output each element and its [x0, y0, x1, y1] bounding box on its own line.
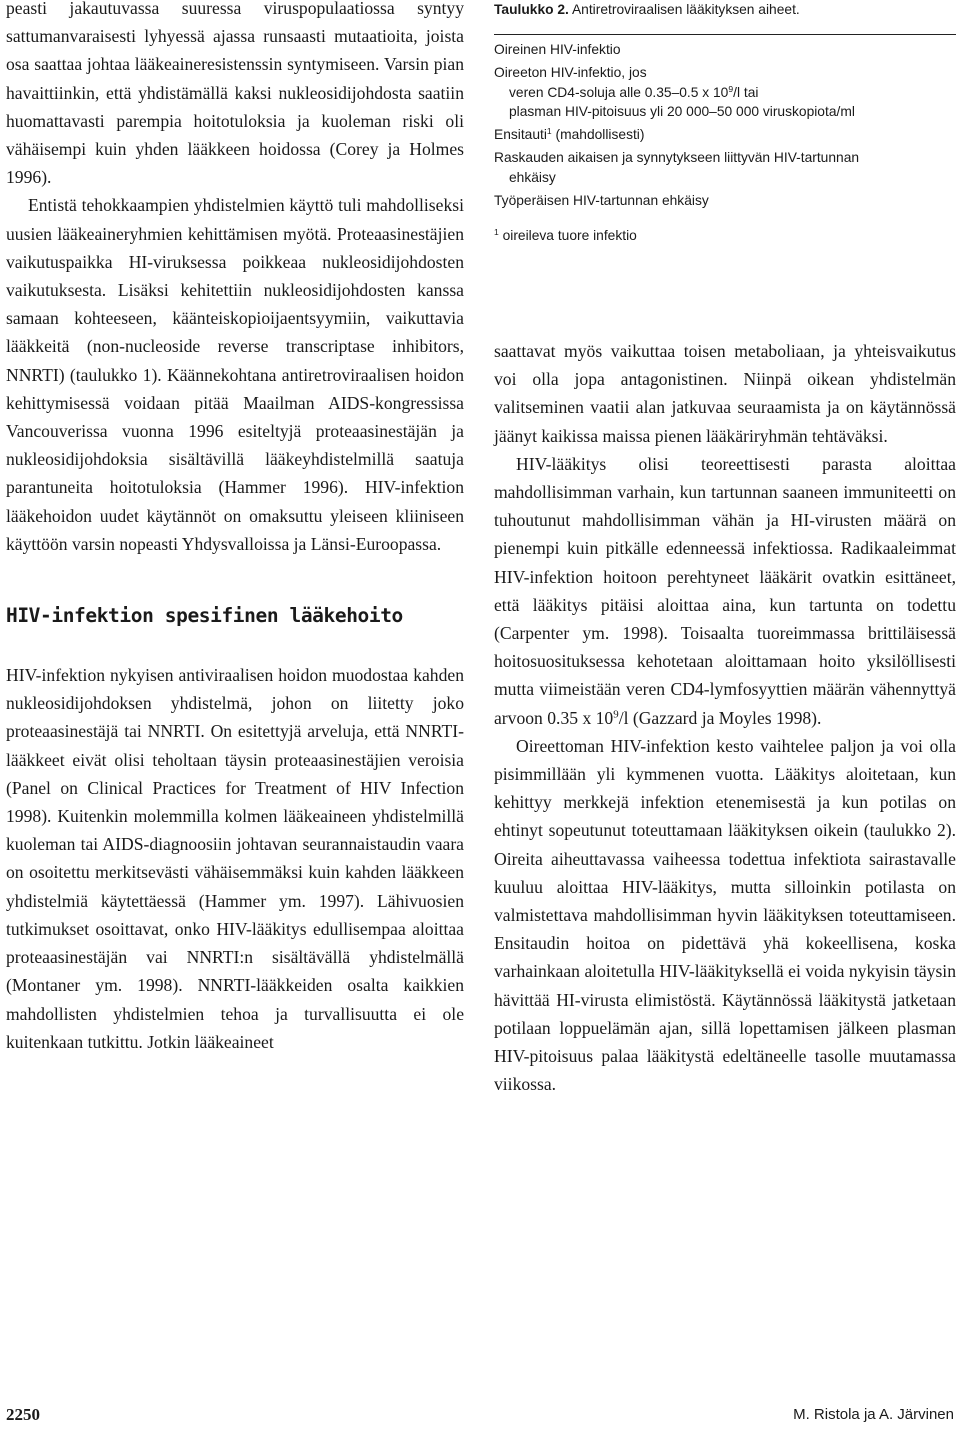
table-body	[494, 40, 956, 210]
right-column	[494, 337, 956, 1098]
table-cell: ehkäisy	[509, 169, 556, 185]
table-title: Antiretroviraalisen lääkityksen aiheet.	[571, 2, 800, 17]
table-row	[494, 102, 956, 122]
table-cell: plasman HIV-pitoisuus yli 20 000–50 000 viruskopiota/ml	[509, 104, 855, 119]
table-cell: Raskauden aikaisen ja synnytykseen liittyvän HIV-tartunnan	[494, 150, 860, 165]
table-cell: Ensitauti	[494, 127, 547, 142]
paragraph-text: HIV-lääkitys olisi teoreettisesti parasta aloittaa mahdollisimman varhain, kun tartunnan saaneen immuniteetti on tuhoutunut mahdollisimman vähän ja HI-virusten määrä on pienempi kuin pitkälle edenneessä infektiossa. Radikaaleimmat HIV-infektion hoitoon perehtyneet lääkärit ovatkin esittäneet, että lääkitys pitäisi aloittaa aina, kun tartunta on todettu (Carpenter ym. 1998). Toisaalta tuoreimmassa brittiläisessä hoitosuosituksessa kehotetaan aloittamaan hoito yksilöllisesti mutta viimeistään veren CD4-lymfosyyttien määrän vähennyttyä arvoon 0.35 x 10	[494, 453, 956, 728]
footnote-mark: 1	[494, 226, 499, 237]
paragraph: saattavat myös vaikuttaa toisen metaboliaan, ja yhteisvaikutus voi olla jopa antagonistinen. Niinpä oikean yhdistelmän valitseminen vaatii alan jatkuvaa seuraamista ja on käytännössä jäänyt kaikissa maissa pienen lääkäriryhmän tehtäväksi.	[494, 341, 956, 446]
section-heading: HIV-infektion spesifinen lääkehoito	[6, 604, 403, 628]
table-2	[494, 0, 956, 246]
paragraph	[494, 450, 956, 732]
table-row	[494, 63, 956, 83]
paragraph: Oireettoman HIV-infektion kesto vaihtelee paljon ja voi olla pisimmillään yli kymmenen vuotta. Lääkitys aloitetaan, kun kehittyy merkkejä infektion etenemisestä ja kun potilas on ehtinyt sopeutunut toteuttamaan lääkityksen oikein (taulukko 2). Oireita aiheuttavassa vaiheessa todettua infektiota sairastavalle kuuluu aloittaa HIV-lääkitys, mutta silloinkin potilasta on valmistettava mahdollisimman hyvin lääkityksen toteuttamiseen. Ensitaudin hoitoa on pidettävä yhä kokeellisena, koska varhainkaan aloitetulla HIV-lääkityksellä ei voida nykyisin täysin hävittää HI-virusta elimistöstä. Käytännössä lääkitystä jatketaan potilaan loppuelämän ajan, sillä lopettamisen jälkeen plasman HIV-pitoisuus palaa lääkitystä edeltäneelle tasolle muutamassa viikossa.	[494, 735, 956, 1095]
superscript: 9	[613, 708, 619, 721]
table-cell: Oireeton HIV-infektio, jos	[494, 65, 647, 80]
table-top-rule	[494, 34, 956, 35]
table-row	[494, 148, 956, 187]
table-cell: veren CD4-soluja alle 0.35–0.5 x 10	[509, 84, 729, 100]
paragraph-text: /l (Gazzard ja Moyles 1998).	[618, 707, 822, 728]
left-column	[6, 0, 464, 1056]
paragraph: Entistä tehokkaampien yhdistelmien käyttö tuli mahdolliseksi uusien lääkeaineryhmien kehittämisen myötä. Proteaasinestäjien vaikutuspaikka HI-viruksessa poikkeaa nukleosidijohdosten vaikutuksesta. Lisäksi kehitettiin nukleosidijohdosten kanssa samaan kohteeseen, käänteiskopioijaentsyymiin, vaikuttavia lääkkeitä (non-nucleoside reverse transcriptase inhibitors, NNRTI) (taulukko 1). Käännekohtana antiretroviraalisen hoidon kehittymisessä voidaan pitää Maailman AIDS-kongressissa Vancouverissa vuonna 1996 esiteltyjä proteaasinestäjän ja nukleosidijohdoksia sisältävillä lääkeyhdistelmillä saatuja parantuneita hoitotuloksia (Hammer 1996). HIV-infektion lääkehoidon uudet käytännöt on omaksuttu yleiseen kliiniseen käyttöön varsin nopeasti Yhdysvalloissa ja Länsi-Euroopassa.	[6, 195, 464, 554]
table-label: Taulukko 2.	[494, 2, 569, 17]
running-footer-authors: M. Ristola ja A. Järvinen	[793, 1406, 954, 1423]
table-row	[494, 83, 956, 103]
table-cell: /l tai	[733, 84, 759, 100]
table-row	[494, 40, 956, 60]
table-cell: Oireinen HIV-infektio	[494, 42, 621, 57]
page-number: 2250	[6, 1405, 40, 1424]
superscript: 9	[728, 83, 734, 94]
table-cell: Työperäisen HIV-tartunnan ehkäisy	[494, 192, 709, 208]
footnote-text: oireileva tuore infektio	[498, 228, 637, 243]
table-cell: (mahdollisesti)	[551, 127, 645, 142]
table-caption	[494, 0, 956, 20]
superscript: 1	[546, 125, 552, 136]
table-row	[494, 125, 956, 145]
table-footnote	[494, 226, 956, 246]
paragraph: HIV-infektion nykyisen antiviraalisen hoidon muodostaa kahden nukleosidijohdoksen yhdistelmä, johon on liitetty joko proteaasinestäjä tai NNRTI. On esitettyjä arveluja, että NNRTI-lääkkeet eivät olisi teholtaan täysin proteaasinestäjien veroisia (Panel on Clinical Practices for Treatment of HIV Infection 1998). Kuitenkin molemmilla kolmen lääkeaineen yhdistelmillä kuoleman tai AIDS-diagnoosiin johtavan seurannaistaudin vaara on osoitettu merkitsevästi vähäisemmäksi kuin kahden lääkkeen yhdistelmiä käytettäessä (Hammer ym. 1997). Lähivuosien tutkimukset osoittavat, onko HIV-lääkitys edullisempaa aloittaa proteaasinestäjän vai NNRTI:n sisältävällä yhdistelmällä (Montaner ym. 1998). NNRTI-lääkkeiden osalta kaikkien mahdollisten yhdistelmien tehoa ja turvallisuutta ei ole kuitenkaan tutkittu. Jotkin lääkeaineet	[6, 665, 464, 1052]
table-row	[494, 191, 956, 211]
paragraph: peasti jakautuvassa suuressa viruspopulaatiossa syntyy sattumanvaraisesti lyhyessä ajassa runsaasti mutaatioita, joista osa saattaa johtaa lääkeaineresistenssin syntymiseen. Varsin pian havaittiinkin, että yhdistämällä kaksi nukleosidijohdosta saatiin huomattavasti parempia hoitotuloksia ja kuoleman riski oli vähäisempi kuin yhden lääkkeen hoidossa (Corey ja Holmes 1996).	[6, 0, 464, 188]
